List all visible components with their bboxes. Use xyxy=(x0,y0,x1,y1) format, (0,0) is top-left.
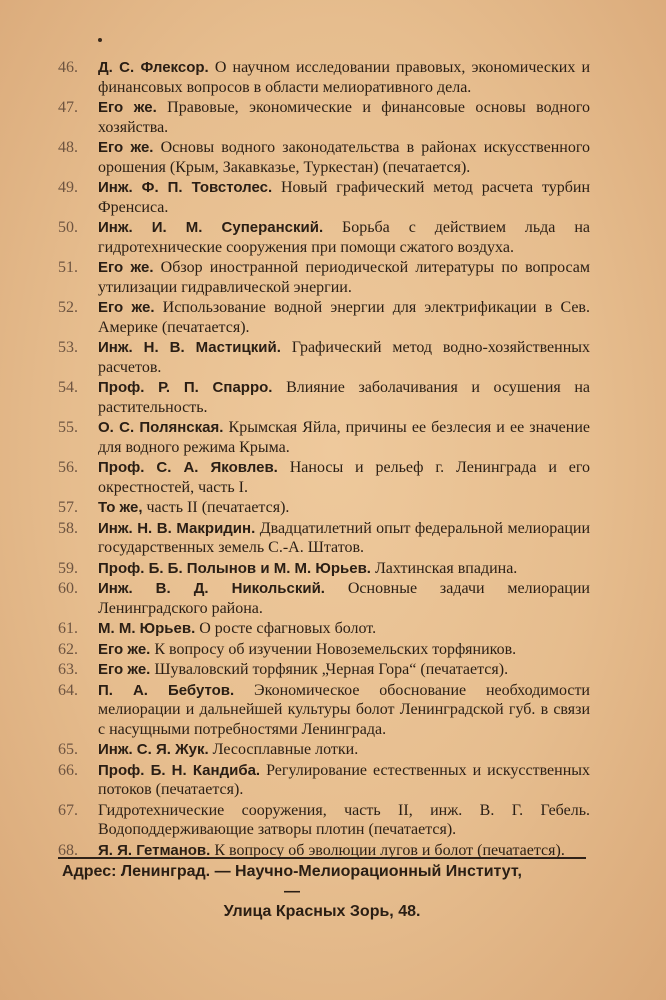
entry-number: 65. xyxy=(58,741,78,758)
entry-title: Экономическое обоснование необходимости мелиорации и дальнейшей культуры болот Ленинградской губ. в связи с насущными потребностями Ленинграда. xyxy=(98,681,590,738)
list-item xyxy=(58,640,590,660)
entry-body xyxy=(98,519,590,558)
entry-author: Его же. xyxy=(98,99,157,116)
list-item xyxy=(58,801,590,840)
entry-number: 48. xyxy=(58,139,78,156)
entry-author: П. А. Бебутов. xyxy=(98,681,235,699)
entry-author: Проф. Р. П. Спарро. xyxy=(98,379,273,396)
entry-title: Обзор иностранной периодической литературы по вопросам утилизации гидравлической энергии. xyxy=(98,259,591,296)
entry-title: Лесосплавные лотки. xyxy=(212,741,359,758)
entry-number: 62. xyxy=(58,640,78,658)
entry-body xyxy=(98,681,590,740)
printer-dot xyxy=(98,38,102,42)
entry-number: 66. xyxy=(58,761,78,779)
entry-body xyxy=(98,138,590,177)
entry-title: Гидротехнические сооружения, часть II, инж. В. Г. Гебель. Водоподдерживающие затворы плотин (печатается). xyxy=(98,801,590,838)
entry-author: Инж. И. М. Суперанский. xyxy=(98,219,324,236)
entry-body xyxy=(98,298,590,337)
footer-divider xyxy=(58,857,586,859)
entry-title: К вопросу об изучении Новоземельских торфяников. xyxy=(154,640,517,658)
list-item xyxy=(58,178,590,217)
list-item xyxy=(58,761,590,800)
entry-number: 60. xyxy=(58,580,78,597)
list-item xyxy=(58,58,590,97)
list-item xyxy=(58,338,590,377)
entry-body xyxy=(98,579,590,618)
entry-number: 51. xyxy=(58,259,78,276)
list-item xyxy=(58,98,590,137)
entry-author: Проф. С. А. Яковлев. xyxy=(98,459,278,476)
entry-author: Инж. С. Я. Жук. xyxy=(98,741,209,758)
entry-number: 55. xyxy=(58,419,78,436)
entry-body xyxy=(98,338,590,377)
entry-body xyxy=(98,660,590,680)
list-item xyxy=(58,740,590,760)
entry-author: Инж. Ф. П. Товстолес. xyxy=(98,179,273,196)
entry-author: О. С. Полянская. xyxy=(98,419,224,436)
entry-body xyxy=(98,640,590,660)
entry-author: Инж. Н. В. Макридин. xyxy=(98,519,256,537)
entry-number: 57. xyxy=(58,499,78,516)
entry-title: Влияние заболачивания и осушения на растительность. xyxy=(98,379,591,416)
entry-author: Его же. xyxy=(98,661,151,678)
publication-list xyxy=(58,58,590,861)
entry-author: Проф. Б. Б. Полынов и М. М. Юрьев. xyxy=(98,559,371,577)
entry-title: Шуваловский торфяник „Черная Гора“ (печатается). xyxy=(154,661,509,678)
entry-author: Проф. Б. Н. Кандиба. xyxy=(98,761,261,779)
entry-number: 54. xyxy=(58,379,78,396)
entry-number: 50. xyxy=(58,219,78,236)
entry-title: Двадцатилетний опыт федеральной мелиорации государственных земель С.-А. Штатов. xyxy=(98,519,591,556)
entry-number: 49. xyxy=(58,179,78,196)
list-item xyxy=(58,418,590,457)
entry-author: То же, xyxy=(98,499,143,516)
entry-author: Инж. В. Д. Никольский. xyxy=(98,580,325,597)
entry-title: Крымская Яйла, причины ее безлесия и ее значение для водного режима Крыма. xyxy=(98,419,590,456)
list-item xyxy=(58,378,590,417)
address-line-1: Адрес: Ленинград. — Научно-Мелиорационный Институт,— xyxy=(62,863,522,900)
entry-body xyxy=(98,258,590,297)
entry-number: 59. xyxy=(58,559,78,577)
entry-title: Основы водного законодательства в районах искусственного орошения (Крым, Закавказье, Туркестан) (печатается). xyxy=(98,139,590,176)
entry-title: Использование водной энергии для электрификации в Сев. Америке (печатается). xyxy=(98,299,590,336)
entry-title: К вопросу об эволюции лугов и болот (печатается). xyxy=(214,841,565,859)
entry-author: Его же. xyxy=(98,299,155,316)
list-item xyxy=(58,619,590,639)
entry-author: Инж. Н. В. Мастицкий. xyxy=(98,339,281,356)
list-item xyxy=(58,138,590,177)
entry-body xyxy=(98,740,590,760)
entry-title: Новый графический метод расчета турбин Френсиса. xyxy=(98,179,591,216)
address-line-2: Улица Красных Зорь, 48. xyxy=(223,903,421,920)
entry-title: Лахтинская впадина. xyxy=(374,559,518,577)
entry-author: Я. Я. Гетманов. xyxy=(98,841,211,859)
entry-number: 46. xyxy=(58,59,78,76)
entry-title: Правовые, экономические и финансовые основы водного хозяйства. xyxy=(98,99,590,136)
entry-number: 63. xyxy=(58,661,78,678)
entry-number: 68. xyxy=(58,841,78,859)
entry-body xyxy=(98,178,590,217)
entry-body xyxy=(98,498,590,518)
entry-body xyxy=(98,418,590,457)
entry-body xyxy=(98,458,590,497)
list-item xyxy=(58,218,590,257)
list-item xyxy=(58,458,590,497)
entry-number: 61. xyxy=(58,620,78,637)
list-item xyxy=(58,559,590,579)
entry-title: Борьба с действием льда на гидротехнические сооружения при помощи сжатого воздуха. xyxy=(98,219,590,256)
entry-number: 67. xyxy=(58,801,78,819)
entry-author: Его же. xyxy=(98,139,154,156)
list-item xyxy=(58,519,590,558)
entry-body xyxy=(98,378,590,417)
entry-author: Его же. xyxy=(98,259,154,276)
entry-body xyxy=(98,801,590,840)
entry-body xyxy=(98,619,590,639)
entry-author: М. М. Юрьев. xyxy=(98,620,196,637)
list-item xyxy=(58,681,590,740)
entry-number: 52. xyxy=(58,299,78,316)
list-item xyxy=(58,498,590,518)
entry-body xyxy=(98,58,590,97)
entry-body xyxy=(98,559,590,579)
entry-title: Основные задачи мелиорации Ленинградского района. xyxy=(98,580,590,617)
entry-body xyxy=(98,218,590,257)
address-footer xyxy=(58,862,586,922)
entry-title: часть II (печатается). xyxy=(146,499,290,516)
entry-number: 56. xyxy=(58,459,78,476)
list-item xyxy=(58,579,590,618)
entry-number: 47. xyxy=(58,99,78,116)
entry-number: 64. xyxy=(58,681,78,699)
entry-title: Графический метод водно-хозяйственных расчетов. xyxy=(98,339,591,376)
list-item xyxy=(58,298,590,337)
entry-number: 58. xyxy=(58,519,78,537)
entry-title: Наносы и рельеф г. Ленинграда и его окрестностей, часть I. xyxy=(98,459,591,496)
entry-title: Регулирование естественных и искусственных потоков (печатается). xyxy=(98,761,591,798)
entry-body xyxy=(98,98,590,137)
entry-number: 53. xyxy=(58,339,78,356)
list-item xyxy=(58,258,590,297)
entry-title: О научном исследовании правовых, экономических и финансовых вопросов в области мелиоративного дела. xyxy=(98,59,591,96)
entry-title: О росте сфагновых болот. xyxy=(199,620,377,637)
entry-author: Д. С. Флексор. xyxy=(98,59,209,76)
list-item xyxy=(58,660,590,680)
entry-author: Его же. xyxy=(98,640,151,658)
entry-body xyxy=(98,761,590,800)
